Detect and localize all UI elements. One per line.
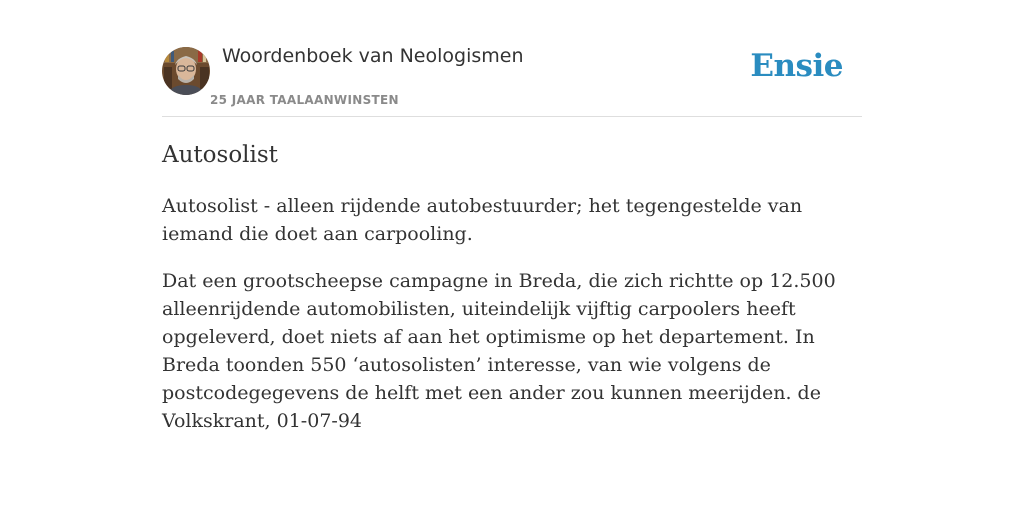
site-header — [162, 0, 862, 117]
site-tagline: 25 JAAR TAALAANWINSTEN — [210, 93, 399, 107]
site-title[interactable]: Woordenboek van Neologismen — [222, 45, 524, 67]
article — [162, 140, 862, 435]
ensie-logo[interactable]: Ensie — [750, 48, 843, 84]
author-avatar[interactable] — [162, 47, 210, 95]
article-paragraph: Autosolist - alleen rijdende autobestuurder; het tegengestelde van iemand die doet aan carpooling. — [162, 195, 803, 245]
article-paragraph: Dat een grootscheepse campagne in Breda, die zich richtte op 12.500 alleenrijdende automobilisten, uiteindelijk vijftig carpoolers heeft opgeleverd, doet niets af aan het optimisme op het departement. In Breda toonden 550 ‘autosolisten’ interesse, van wie volgens de postcodegegevens de helft met een ander zou kunnen meerijden. de Volkskrant, 01-07-94 — [162, 270, 836, 432]
article-title: Autosolist — [162, 142, 278, 168]
avatar-portrait-icon — [162, 47, 210, 95]
